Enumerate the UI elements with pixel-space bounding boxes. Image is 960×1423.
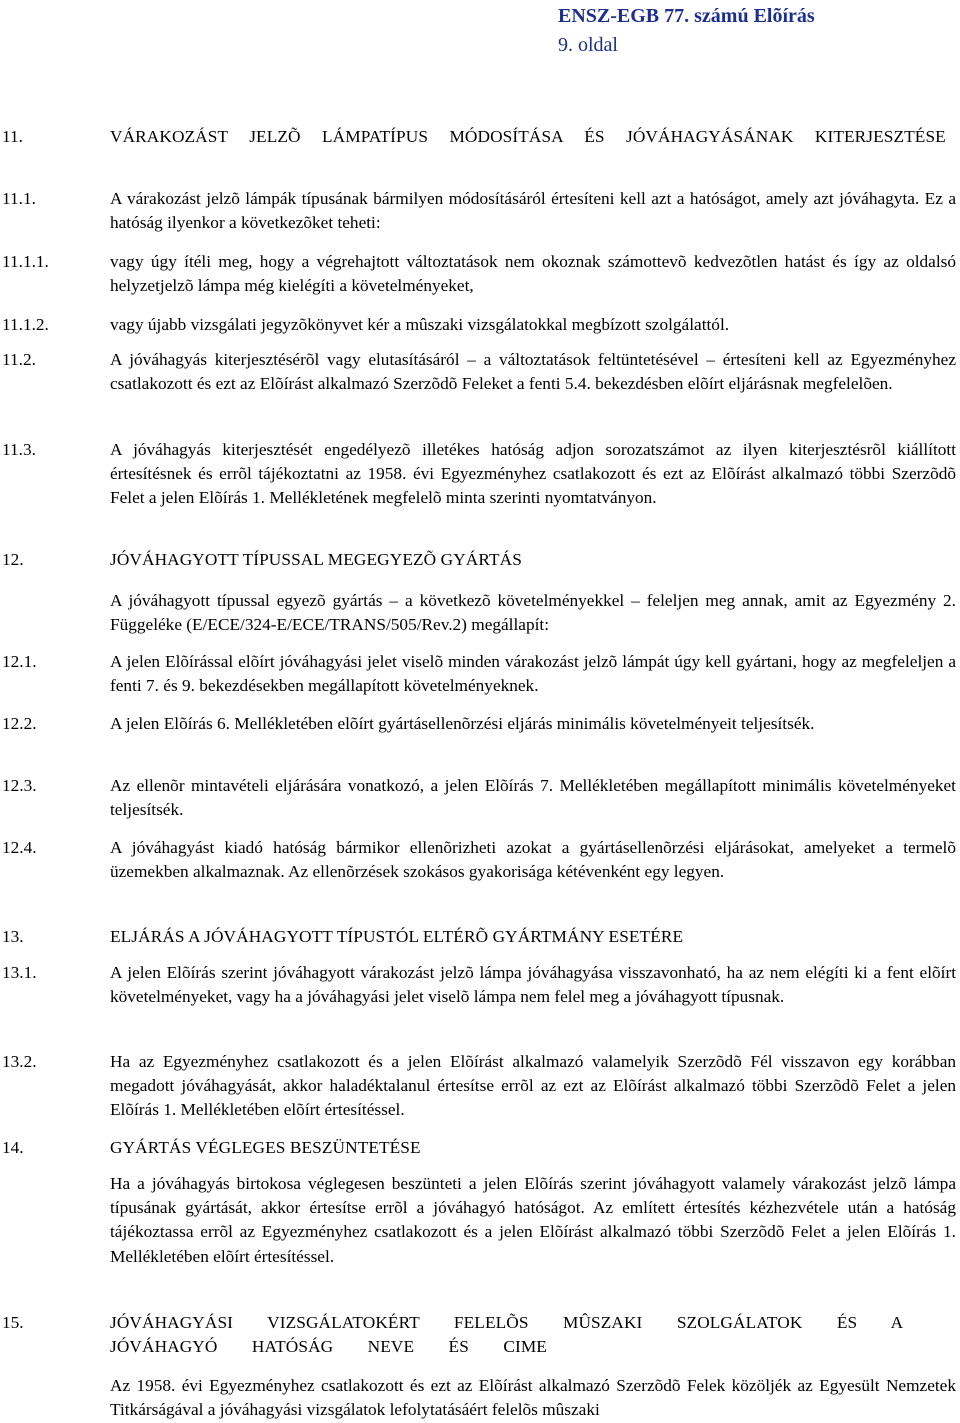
section-number: 15. [2,1313,24,1332]
section-number: 14. [2,1138,24,1157]
paragraph-number: 12.2. [2,714,37,733]
section-title: VÁRAKOZÁST JELZÕ LÁMPATÍPUS MÓDOSÍTÁSA ÉS JÓVÁHAGYÁSÁNAK KITERJESZTÉSE [110,127,946,146]
paragraph-number: 11.1.1. [2,252,49,271]
paragraph-text: A jóváhagyás kiterjesztésérõl vagy elutasításáról – a változtatások feltüntetésével – értesíteni kell az Egyezményhez csatlakozott és ezt az Elõírást alkalmazó Szerzõdõ Feleket a fenti 5.4. bekezdésben elõírt eljárásnak megfelelõen. [110,350,956,394]
paragraph-number: 12.3. [2,776,37,795]
paragraph-number: 12.1. [2,652,37,671]
paragraph-number: 11.1.2. [2,315,49,334]
paragraph-text: Ha az Egyezményhez csatlakozott és a jelen Elõírást alkalmazó valamelyik Szerzõdõ Fél visszavon egy korábban megadott jóváhagyását, akkor haladéktalanul értesítse errõl az ezt az Elõírást alkalmazó többi Szerzõdõ Felet a jelen Elõírás 1. Mellékletében elõírt értesítéssel. [110,1052,956,1120]
paragraph-text: Ha a jóváhagyás birtokosa véglegesen beszünteti a jelen Elõírás szerint jóváhagyott valamely várakozást jelzõ lámpa típusának gyártását, akkor értesítse errõl a jóváhagyó hatóságot. Az említett értesítés kézhezvétele után a hatóság tájékoztassa errõl az Egyezményhez csatlakozott és a jelen Elõírást alkalmazó többi Szerzõdõ Felet a jelen Elõírás 1. Mellékletében elõírt értesítéssel. [110,1174,956,1266]
paragraph-text: A jóváhagyás kiterjesztését engedélyezõ illetékes hatóság adjon sorozatszámot az ilyen kiterjesztésrõl kiállított értesítésnek és errõl tájékoztatni az 1958. évi Egyezményhez csatlakozott és ezt az Elõírást alkalmazó többi Szerzõdõ Felet a jelen Elõírás 1. Mellékletének megfelelõ minta szerinti nyomtatványon. [110,440,956,508]
paragraph-text: A jelen Elõírás 6. Mellékletében elõírt gyártásellenõrzési eljárás minimális követelményeit teljesítsék. [110,714,815,733]
section-title: ELJÁRÁS A JÓVÁHAGYOTT TÍPUSTÓL ELTÉRÕ GYÁRTMÁNY ESETÉRE [110,927,684,946]
section-number: 12. [2,550,24,569]
section-number: 13. [2,927,24,946]
section-title: GYÁRTÁS VÉGLEGES BESZÜNTETÉSE [110,1138,421,1157]
paragraph-number: 11.1. [2,189,36,208]
page-number: 9. oldal [558,34,618,56]
section-title: JÓVÁHAGYÁSI VIZSGÁLATOKÉRT FELELÕS MÛSZAKI SZOLGÁLATOK ÉS A JÓVÁHAGYÓ HATÓSÁG NEVE ÉS CIME [110,1313,903,1357]
regulation-title: ENSZ-EGB 77. számú Elõírás [558,5,815,27]
section-number: 11. [2,127,23,146]
paragraph-text: Az ellenõr mintavételi eljárására vonatkozó, a jelen Elõírás 7. Mellékletében megállapított minimális követelményeket teljesítsék. [110,776,956,820]
section-title: JÓVÁHAGYOTT TÍPUSSAL MEGEGYEZÕ GYÁRTÁS [110,550,522,569]
paragraph-number: 11.2. [2,350,36,369]
page-header [558,2,898,60]
paragraph-text: A várakozást jelzõ lámpák típusának bármilyen módosításáról értesíteni kell azt a hatóságot, amely azt jóváhagyta. Ez a hatóság ilyenkor a következõket teheti: [110,189,956,233]
paragraph-text: A jelen Elõírással elõírt jóváhagyási jelet viselõ minden várakozást jelzõ lámpát úgy kell gyártani, hogy az megfeleljen a fenti 7. és 9. bekezdésekben megállapított követelményeknek. [110,652,956,696]
paragraph-text: A jelen Elõírás szerint jóváhagyott várakozást jelzõ lámpa jóváhagyása visszavonható, ha az nem elégíti ki a fent elõírt követelményeket, vagy ha a jóváhagyási jelet viselõ lámpa nem felel meg a jóváhagyott típusnak. [110,963,956,1007]
paragraph-text: A jóváhagyott típussal egyezõ gyártás – a következõ követelményekkel – feleljen meg annak, amit az Egyezmény 2. Függeléke (E/ECE/324-E/ECE/TRANS/505/Rev.2) megállapít: [110,591,956,635]
paragraph-number: 12.4. [2,838,37,857]
paragraph-number: 13.2. [2,1052,37,1071]
paragraph-text: vagy újabb vizsgálati jegyzõkönyvet kér a mûszaki vizsgálatokkal megbízott szolgálattól. [110,315,730,334]
paragraph-number: 13.1. [2,963,37,982]
paragraph-text: Az 1958. évi Egyezményhez csatlakozott és ezt az Elõírást alkalmazó Szerzõdõ Felek közöljék az Egyesült Nemzetek Titkárságával a jóváhagyási vizsgálatok lefolytatásáért felelõs mûszaki [110,1376,956,1420]
paragraph-text: A jóváhagyást kiadó hatóság bármikor ellenõrizheti azokat a gyártásellenõrzési eljárásokat, amelyeket a termelõ üzemekben alkalmaznak. Az ellenõrzések szokásos gyakorisága kétévenként egy legyen. [110,838,956,882]
paragraph-text: vagy úgy ítéli meg, hogy a végrehajtott változtatások nem okoznak számottevõ kedvezõtlen hatást és így az oldalsó helyzetjelzõ lámpa még kielégíti a követelményeket, [110,252,956,296]
paragraph-number: 11.3. [2,440,36,459]
